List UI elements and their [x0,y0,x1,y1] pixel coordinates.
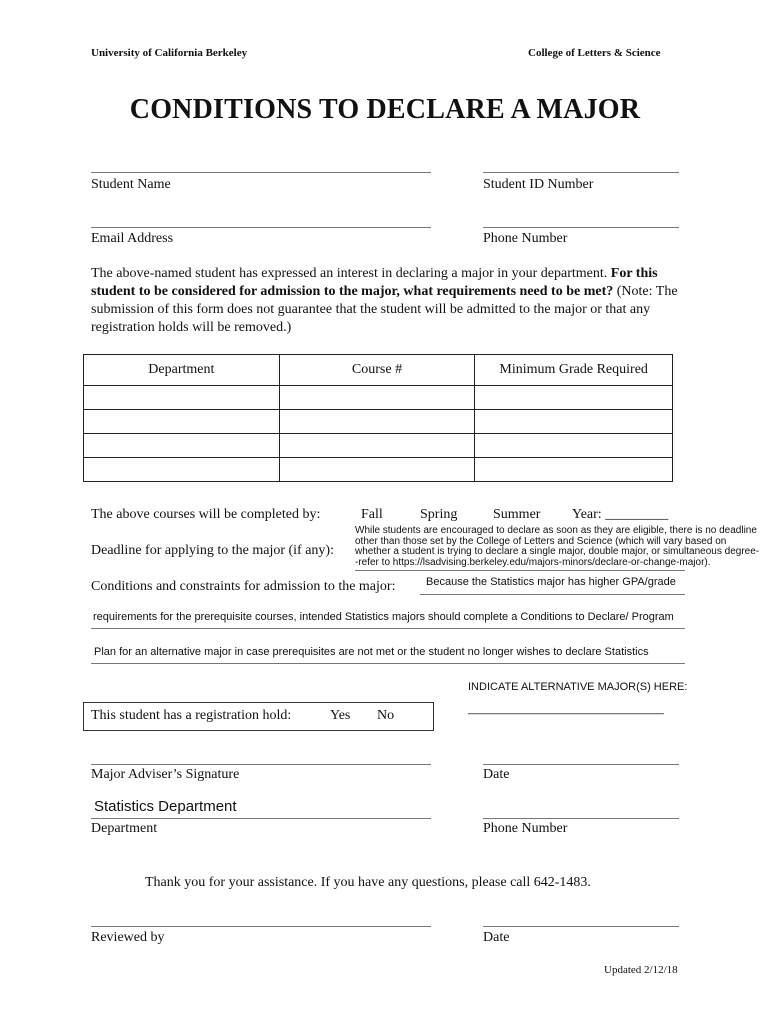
table-cell[interactable] [475,434,673,458]
conditions-line-3[interactable] [91,663,685,664]
col-min-grade: Minimum Grade Required [475,355,673,386]
adviser-signature-label: Major Adviser’s Signature [91,767,240,782]
student-name-label: Student Name [91,177,171,192]
table-cell[interactable] [84,410,280,434]
deadline-note: While students are encouraged to declare as soon as they are eligible, there is no deadline other than those set by the College of Letters and Science (which will vary based on whether a student is trying to declare a single major, double major, or simultaneous degree--refer to https://lsadvising.berkeley.edu/majors-minors/declare-or-change-major). [355,525,760,568]
conditions-line-1[interactable] [420,594,685,595]
reviewed-by-label: Reviewed by [91,930,165,945]
table-cell[interactable] [475,458,673,482]
phone-label: Phone Number [483,231,568,246]
table-cell[interactable] [475,386,673,410]
adviser-date-line[interactable] [483,764,679,765]
table-row [84,386,673,410]
header-college: College of Letters & Science [528,47,661,59]
table-cell[interactable] [475,410,673,434]
email-label: Email Address [91,231,174,246]
table-header-row [84,355,673,386]
completion-label: The above courses will be completed by: [91,507,321,522]
conditions-label: Conditions and constraints for admission to the major: [91,579,396,594]
table-cell[interactable] [279,458,475,482]
deadline-label: Deadline for applying to the major (if any): [91,543,334,558]
hold-no-option[interactable]: No [377,708,395,723]
hold-yes-option[interactable]: Yes [330,708,351,723]
col-department: Department [84,355,280,386]
table-cell[interactable] [279,386,475,410]
adviser-date-label: Date [483,767,510,782]
alternative-major-label: INDICATE ALTERNATIVE MAJOR(S) HERE: [468,681,688,693]
intro-requirement-question: For this student to be considered for admission to the major, what requirements need to be met? [91,266,658,299]
table-row [84,458,673,482]
table-cell[interactable] [279,410,475,434]
conditions-text-line-1[interactable]: Because the Statistics major has higher GPA/grade [426,576,676,588]
intro-text: The above-named student has expressed an interest in declaring a major in your department. [91,266,608,281]
student-name-line[interactable] [91,172,431,173]
thank-you-message: Thank you for your assistance. If you have any questions, please call 642-1483. [145,875,591,890]
col-course: Course # [279,355,475,386]
email-line[interactable] [91,227,431,228]
conditions-text-line-3[interactable]: Plan for an alternative major in case prerequisites are not met or the student no longer wishes to declare Statistics [94,646,649,658]
deadline-line[interactable] [355,570,685,571]
intro-paragraph [91,265,701,337]
intro-note: (Note: The submission of this form does not guarantee that the student will be admitted to the major or that any registration holds will be removed.) [91,284,678,335]
table-row [84,410,673,434]
term-summer-option[interactable]: Summer [493,507,541,522]
reviewed-by-line[interactable] [91,926,431,927]
student-id-line[interactable] [483,172,679,173]
table-cell[interactable] [84,386,280,410]
student-id-label: Student ID Number [483,177,594,192]
phone-line[interactable] [483,227,679,228]
header-institution: University of California Berkeley [91,47,248,59]
department-line[interactable] [91,818,431,819]
term-fall-option[interactable]: Fall [361,507,383,522]
registration-hold-label: This student has a registration hold: [91,708,292,723]
table-row [84,434,673,458]
updated-date: Updated 2/12/18 [604,964,678,976]
department-phone-label: Phone Number [483,821,568,836]
adviser-signature-line[interactable] [91,764,431,765]
alternative-major-field[interactable]: ________________________________ [468,703,664,715]
conditions-line-2[interactable] [91,628,685,629]
table-cell[interactable] [84,458,280,482]
term-spring-option[interactable]: Spring [420,507,458,522]
requirements-table [83,354,673,482]
page-title: CONDITIONS TO DECLARE A MAJOR [129,94,641,125]
conditions-text-line-2[interactable]: requirements for the prerequisite courses, intended Statistics majors should complete a Conditions to Declare/ Program [93,611,674,623]
year-field[interactable]: Year: _________ [572,507,669,522]
table-cell[interactable] [279,434,475,458]
review-date-line[interactable] [483,926,679,927]
department-value[interactable]: Statistics Department [94,798,237,815]
table-cell[interactable] [84,434,280,458]
review-date-label: Date [483,930,510,945]
department-label: Department [91,821,158,836]
department-phone-line[interactable] [483,818,679,819]
